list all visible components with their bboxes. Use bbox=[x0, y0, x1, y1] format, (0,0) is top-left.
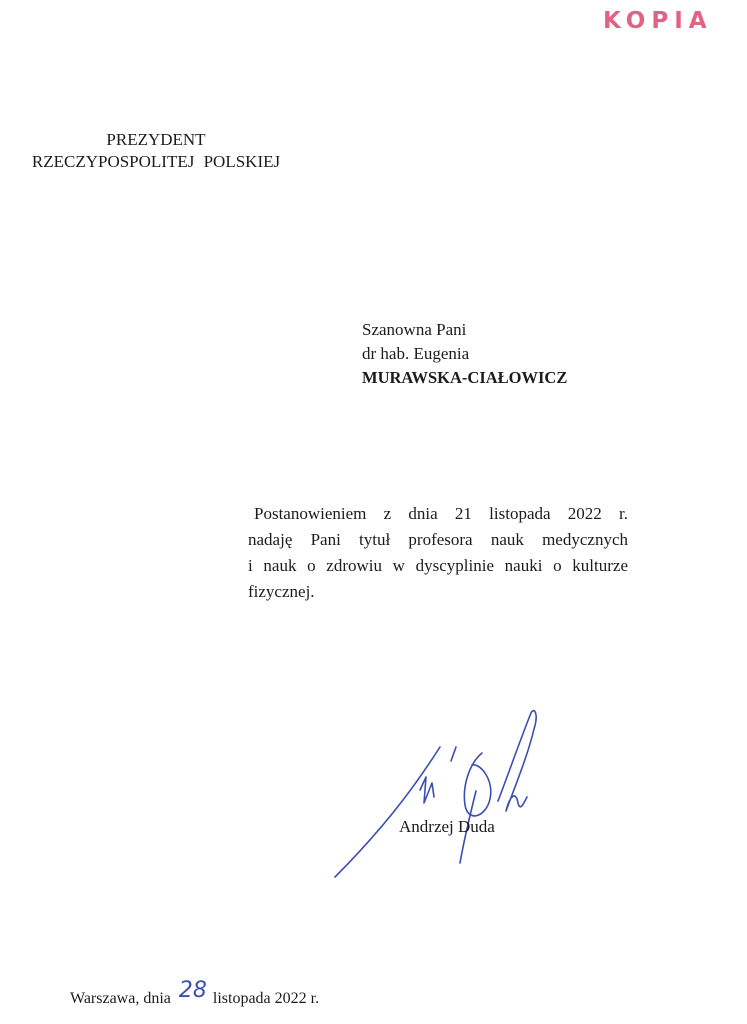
issuer-title: PREZYDENT bbox=[106, 130, 206, 149]
addressee-block bbox=[362, 318, 567, 390]
issuer-header bbox=[6, 129, 306, 173]
body-line: i nauk o zdrowiu w dyscyplinie nauki o kulturze bbox=[248, 556, 628, 575]
signer-name: Andrzej Duda bbox=[399, 817, 495, 836]
issuer-country: RZECZYPOSPOLITEJ POLSKIEJ bbox=[31, 152, 281, 171]
handwritten-day: 28 bbox=[178, 978, 207, 1003]
handwritten-signature bbox=[330, 705, 540, 880]
body-line: nadaję Pani tytuł profesora nauk medycznych bbox=[248, 530, 628, 549]
addressee-salutation: Szanowna Pani bbox=[362, 320, 467, 339]
body-line: Postanowieniem z dnia 21 listopada 2022 r. bbox=[254, 504, 628, 523]
copy-stamp: KOPIA bbox=[603, 8, 713, 34]
place-prefix: Warszawa, dnia bbox=[70, 990, 171, 1007]
body-line: fizycznej. bbox=[248, 582, 315, 601]
letter-body bbox=[248, 501, 628, 605]
addressee-name: dr hab. Eugenia bbox=[362, 344, 470, 363]
date-rest: listopada 2022 r. bbox=[212, 990, 320, 1007]
place-and-date bbox=[70, 978, 320, 1009]
addressee-surname: MURAWSKA-CIAŁOWICZ bbox=[362, 368, 568, 387]
